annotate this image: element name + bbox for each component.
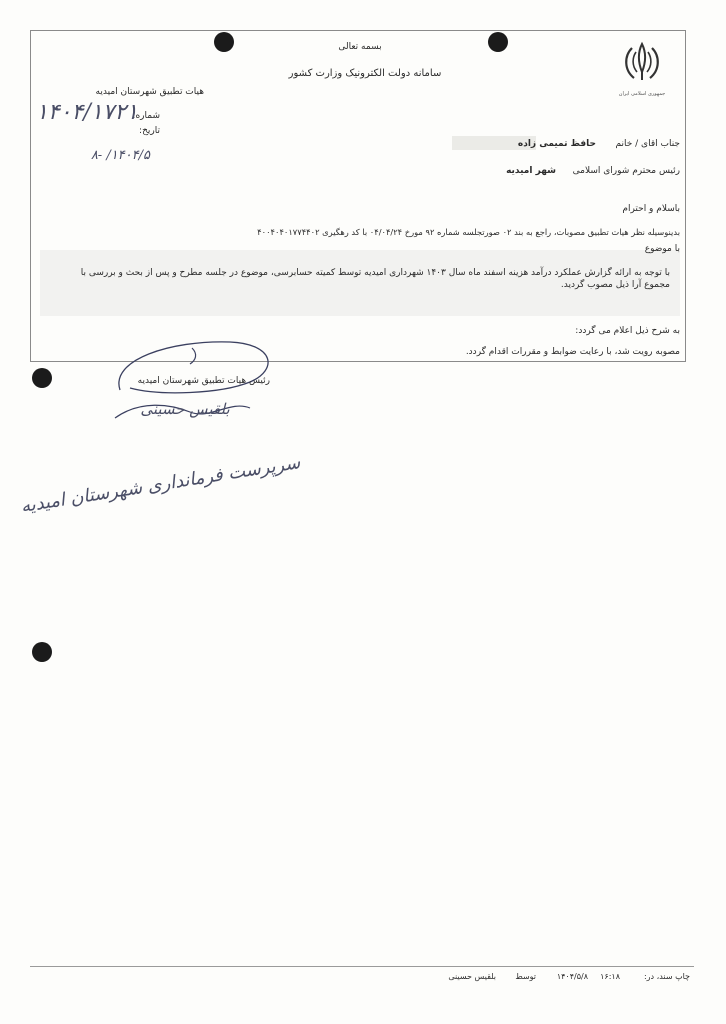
system-title: سامانه دولت الکترونیک وزارت کشور [288,68,442,79]
addressee-name: حافظ تمیمی زاده [517,139,596,149]
declaration: به شرح ذیل اعلام می گردد: [575,326,680,336]
handwritten-number: ۱۴۰۴/۱۷۲۱ [36,100,138,125]
punch-hole [32,368,52,388]
addressee-city: شهر امیدیه [506,166,556,176]
footer-divider [30,966,694,967]
iran-emblem-icon [616,38,668,86]
handwritten-role: سرپرست فرمانداری شهرستان امیدیه [19,452,302,518]
handwritten-date: ۱۴۰۴/۵/ -۸ [90,148,150,163]
footer-time: ۱۶:۱۸ [600,972,620,981]
org-name: هیات تطبیق شهرستان امیدیه [95,87,204,97]
result-text: مصوبه رویت شد، با رعایت ضوابط و مقررات اقدام گردد. [465,347,680,357]
subject-label: با موضوع [644,244,680,254]
bismillah: بسمه تعالی [338,42,382,52]
emblem [616,38,668,98]
footer-print-label: چاپ سند، در: [643,972,690,981]
emblem-caption: جمهوری اسلامی ایران [618,91,666,97]
subject-text: با توجه به ارائه گزارش عملکرد درآمد هزینه اسفند ماه سال ۱۴۰۳ شهرداری امیدیه توسط کمیته حسابرسی، موضوع در جلسه مطرح و پس از بحث و بررسی با مجموع آرا ذیل مصوب گردید. [80,268,670,290]
addressee-position: رئیس محترم شورای اسلامی [572,166,680,176]
number-label: شماره: [132,111,160,121]
footer-user: بلقیس حسینی [448,972,496,981]
signed-name: بلقیس حسینی [140,400,230,418]
salutation-label: جناب اقای / خانم [615,139,680,149]
intro-line: بدینوسیله نظر هیات تطبیق مصوبات، راجع به بند ۰۲ صورتجلسه شماره ۹۲ مورخ ۰۴/۰۴/۲۴ با کد رهگیری ۴۰۰۴۰۴۰۱۷۷۴۴۰۲ [257,227,680,237]
greeting: باسلام و احترام [622,204,680,214]
footer-by-label: توسط [515,972,536,981]
punch-hole [32,642,52,662]
footer-date: ۱۴۰۴/۵/۸ [556,972,588,981]
date-label: تاریخ: [139,126,160,136]
signature-title: رئیس هیات تطبیق شهرستان امیدیه [137,376,270,386]
